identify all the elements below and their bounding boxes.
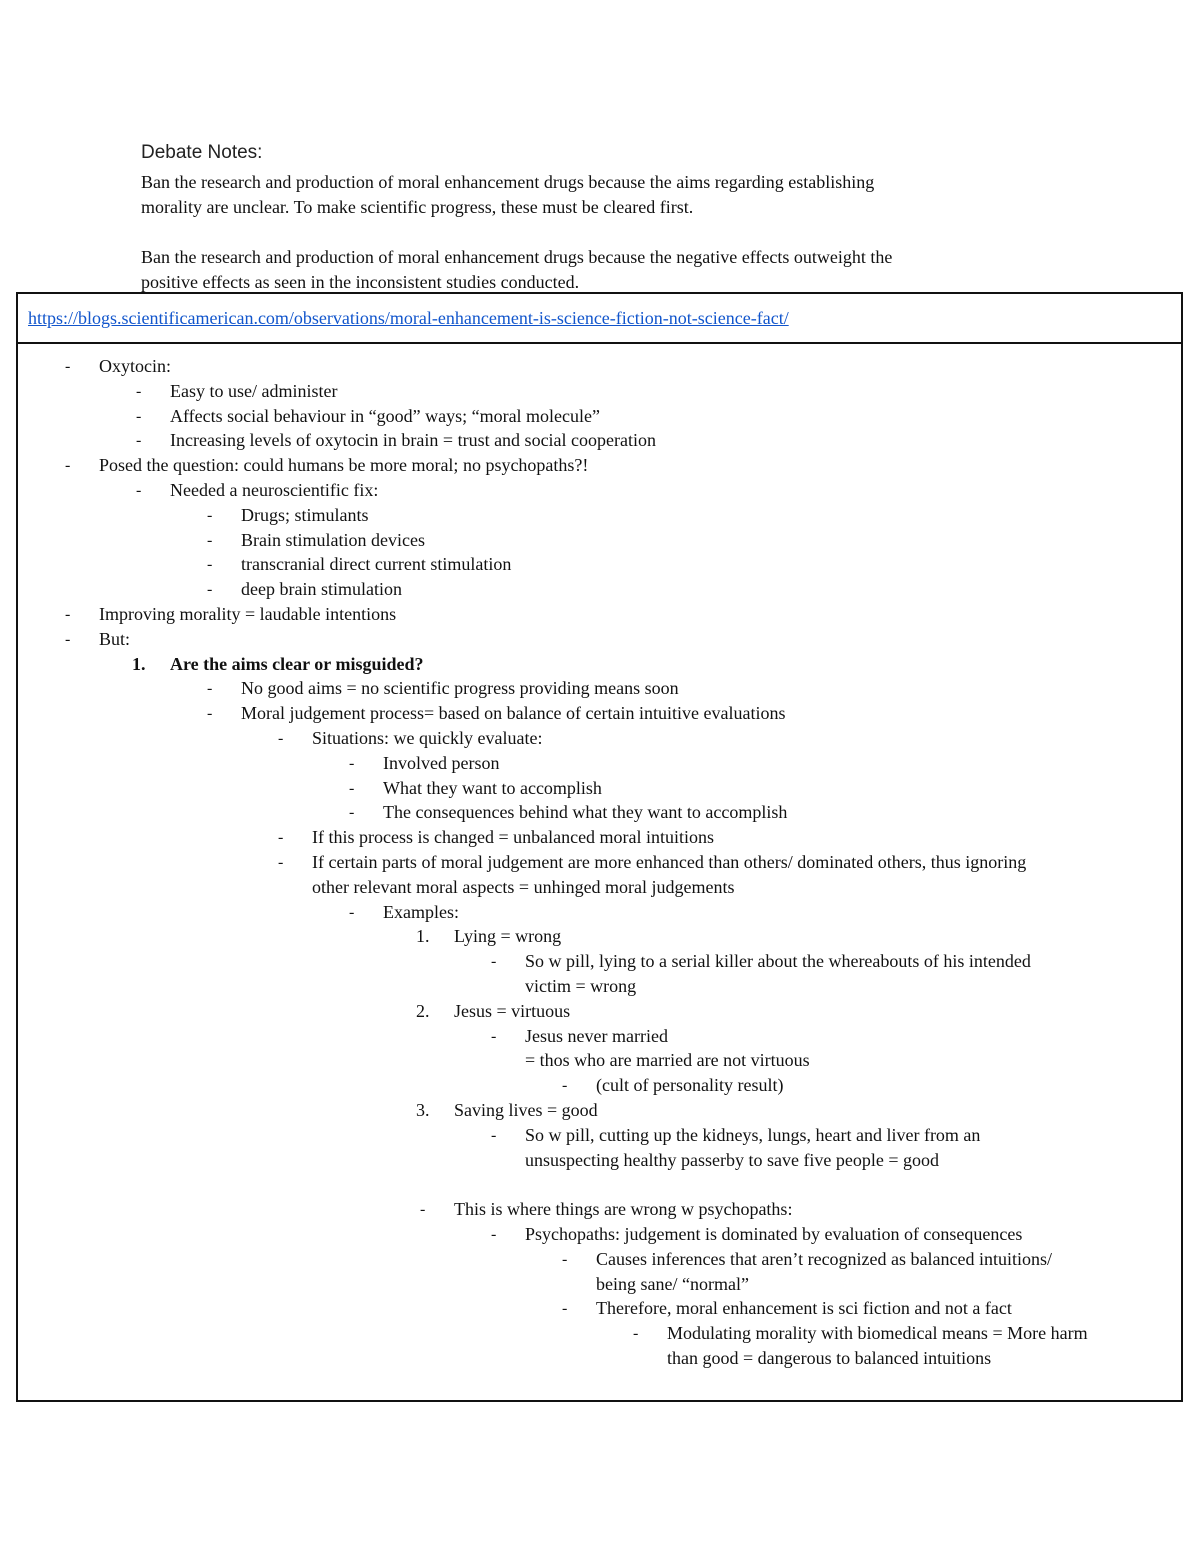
list-item: other relevant moral aspects = unhinged moral judgements bbox=[312, 876, 735, 897]
list-item: Are the aims clear or misguided? bbox=[170, 653, 424, 674]
list-item: Needed a neuroscientific fix: bbox=[170, 480, 379, 500]
list-bullet: - bbox=[65, 606, 71, 623]
list-bullet: - bbox=[562, 1250, 568, 1268]
list-item: (cult of personality result) bbox=[596, 1075, 784, 1096]
list-item: Increasing levels of oxytocin in brain = trust and social cooperation bbox=[170, 430, 657, 451]
list-item: Therefore, moral enhancement is sci fiction and not a fact bbox=[596, 1298, 1012, 1319]
list-item: victim = wrong bbox=[525, 976, 637, 996]
list-number: 3. bbox=[416, 1100, 430, 1120]
list-bullet: - bbox=[65, 630, 71, 648]
list-item: = thos who are married are not virtuous bbox=[525, 1050, 810, 1071]
list-bullet: - bbox=[349, 903, 355, 921]
list-bullet: - bbox=[207, 581, 213, 599]
list-bullet: - bbox=[278, 854, 284, 871]
list-item: Oxytocin: bbox=[99, 356, 171, 376]
list-item: Affects social behaviour in “good” ways; “moral molecule” bbox=[170, 405, 601, 426]
paragraph-line: positive effects as seen in the inconsistent studies conducted. bbox=[141, 272, 580, 292]
list-bullet: - bbox=[562, 1300, 568, 1318]
source-link[interactable]: https://blogs.scientificamerican.com/observations/moral-enhancement-is-science-fiction-not-science-fact/ bbox=[28, 308, 789, 328]
list-bullet: - bbox=[136, 382, 142, 400]
list-item: unsuspecting healthy passerby to save five people = good bbox=[525, 1149, 940, 1170]
list-bullet: - bbox=[491, 953, 497, 971]
list-item: Improving morality = laudable intentions bbox=[99, 604, 397, 624]
list-bullet: - bbox=[349, 804, 355, 822]
paragraph-line: Ban the research and production of moral enhancement drugs because the aims regarding establishing bbox=[141, 172, 875, 192]
list-item: Examples: bbox=[383, 901, 459, 922]
list-item: Involved person bbox=[383, 752, 500, 773]
page-title: Debate Notes: bbox=[141, 142, 263, 163]
list-bullet: - bbox=[349, 779, 355, 797]
list-number: 1. bbox=[132, 653, 146, 674]
list-bullet: - bbox=[562, 1077, 568, 1095]
list-item: So w pill, lying to a serial killer about the whereabouts of his intended bbox=[525, 951, 1031, 972]
list-item: But: bbox=[99, 628, 131, 649]
list-item: Posed the question: could humans be more moral; no psychopaths?! bbox=[99, 455, 589, 476]
list-bullet: - bbox=[65, 358, 71, 375]
list-item: Causes inferences that aren’t recognized as balanced intuitions/ bbox=[596, 1248, 1052, 1269]
list-bullet: - bbox=[491, 1027, 497, 1045]
list-item: Situations: we quickly evaluate: bbox=[312, 728, 543, 748]
list-item: Modulating morality with biomedical means = More harm bbox=[667, 1323, 1088, 1344]
list-bullet: - bbox=[278, 829, 284, 847]
list-bullet: - bbox=[420, 1201, 426, 1219]
list-number: 2. bbox=[416, 1000, 430, 1021]
paragraph-line: Ban the research and production of moral enhancement drugs because the negative effects outweight the bbox=[141, 247, 893, 267]
list-item: Easy to use/ administer bbox=[170, 380, 338, 401]
argument-paragraph-1 bbox=[141, 170, 1071, 220]
list-bullet: - bbox=[491, 1126, 497, 1144]
list-bullet: - bbox=[207, 506, 213, 524]
list-bullet: - bbox=[633, 1325, 639, 1343]
list-bullet: - bbox=[491, 1226, 497, 1243]
list-item: If this process is changed = unbalanced moral intuitions bbox=[312, 827, 715, 848]
list-item: What they want to accomplish bbox=[383, 777, 602, 798]
list-item: Jesus = virtuous bbox=[454, 1000, 571, 1021]
list-bullet: - bbox=[349, 754, 355, 772]
list-bullet: - bbox=[136, 432, 142, 450]
notes-table bbox=[16, 292, 1183, 1402]
list-bullet: - bbox=[207, 531, 213, 549]
list-bullet: - bbox=[136, 482, 142, 499]
list-bullet: - bbox=[207, 680, 213, 698]
list-bullet: - bbox=[278, 730, 284, 747]
list-bullet: - bbox=[207, 556, 213, 574]
list-item: transcranial direct current stimulation bbox=[241, 554, 512, 575]
list-item: Psychopaths: judgement is dominated by evaluation of consequences bbox=[525, 1224, 1023, 1244]
list-item: No good aims = no scientific progress providing means soon bbox=[241, 678, 679, 699]
list-bullet: - bbox=[136, 407, 142, 425]
list-item: being sane/ “normal” bbox=[596, 1273, 749, 1294]
list-item: Brain stimulation devices bbox=[241, 529, 425, 550]
source-link-row bbox=[18, 294, 1181, 344]
list-item: deep brain stimulation bbox=[241, 579, 402, 600]
argument-paragraph-2 bbox=[141, 245, 1071, 295]
list-item: than good = dangerous to balanced intuitions bbox=[667, 1348, 992, 1368]
list-item: The consequences behind what they want to accomplish bbox=[383, 802, 788, 823]
list-item: Drugs; stimulants bbox=[241, 504, 369, 525]
list-item: Saving lives = good bbox=[454, 1100, 598, 1120]
list-item: Jesus never married bbox=[525, 1025, 668, 1046]
list-item: Moral judgement process= based on balance of certain intuitive evaluations bbox=[241, 703, 786, 724]
list-item: If certain parts of moral judgement are more enhanced than others/ dominated others, thus ignoring bbox=[312, 852, 1027, 872]
list-item: Lying = wrong bbox=[454, 926, 562, 947]
list-item: This is where things are wrong w psychopaths: bbox=[454, 1199, 793, 1220]
list-bullet: - bbox=[207, 705, 213, 723]
list-item: So w pill, cutting up the kidneys, lungs, heart and liver from an bbox=[525, 1124, 981, 1145]
list-bullet: - bbox=[65, 457, 71, 475]
paragraph-line: morality are unclear. To make scientific progress, these must be cleared first. bbox=[141, 197, 694, 217]
list-number: 1. bbox=[416, 926, 430, 947]
